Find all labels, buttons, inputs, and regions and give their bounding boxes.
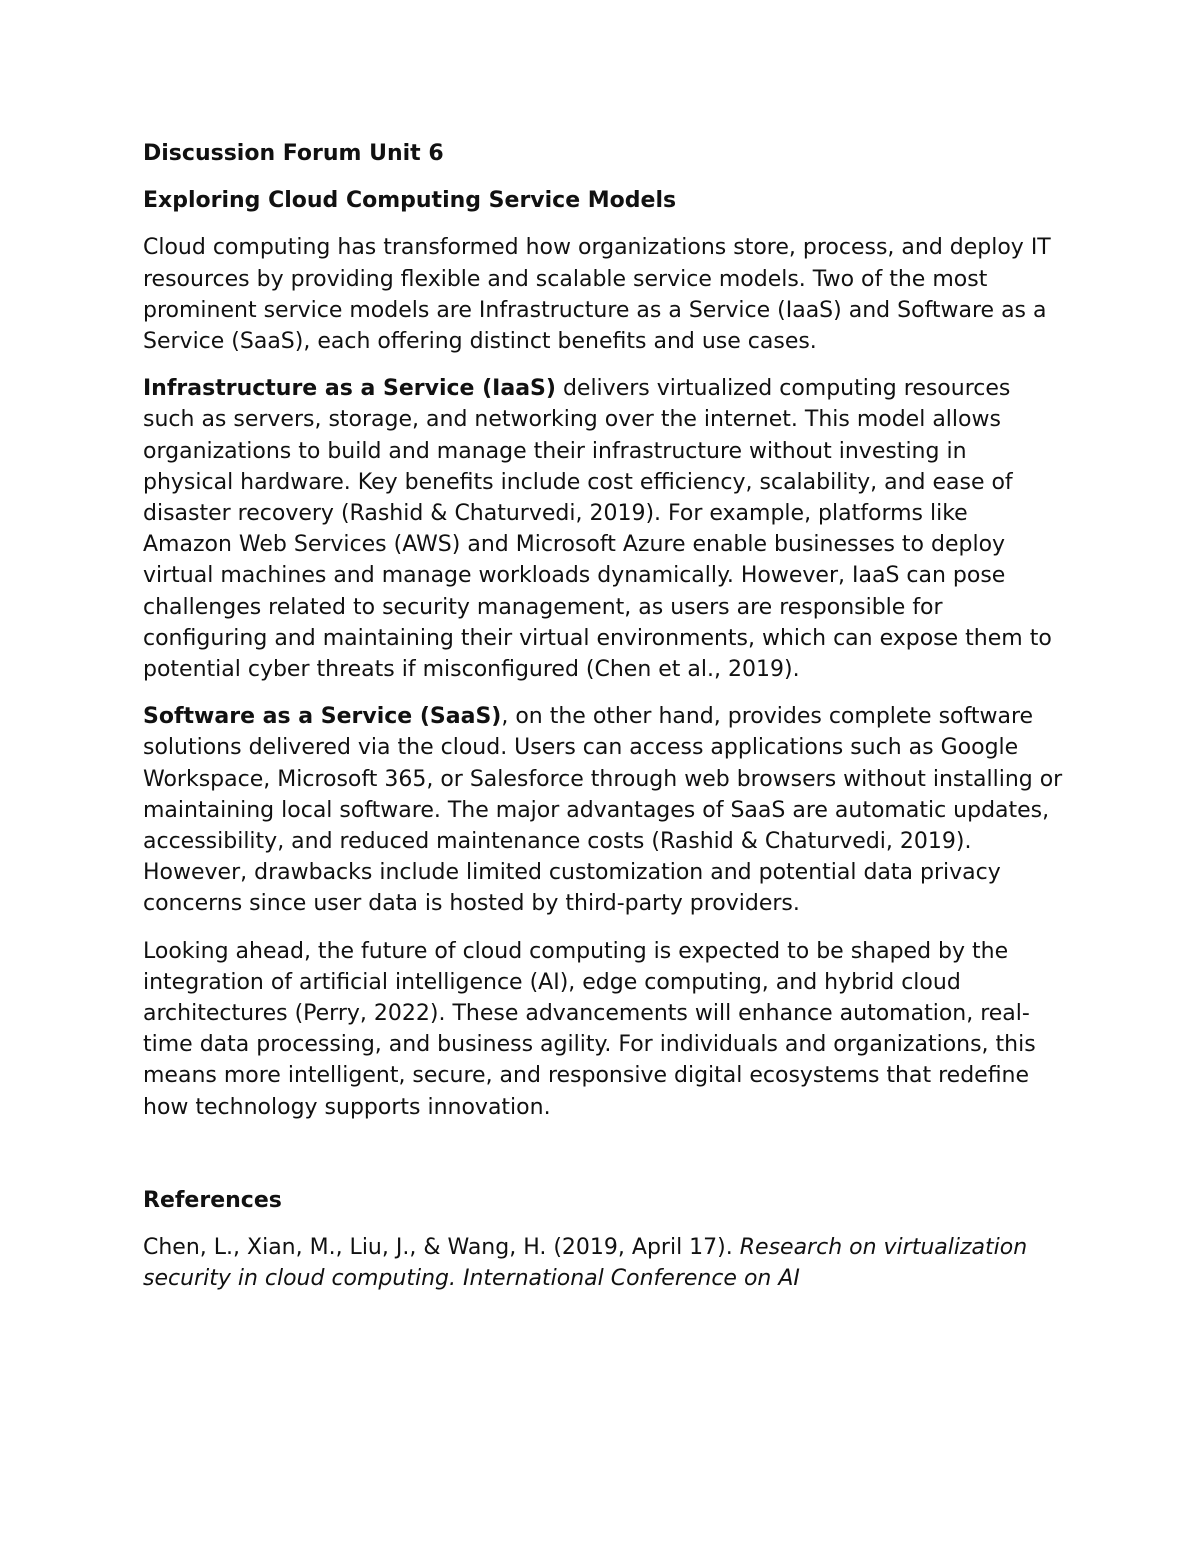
iaas-term: Infrastructure as a Service (IaaS) xyxy=(143,376,556,402)
iaas-text: delivers virtualized computing resources such as servers, storage, and networking over the internet. This model allows organizations to build and manage their infrastructure without investing in physical hardware. Key benefits include cost efficiency, scalability, and ease of disaster recovery (Rashid & Chaturvedi, 2019). For example, platforms like Amazon Web Services (AWS) and Microsoft Azure enable businesses to deploy virtual machines and manage workloads dynamically. However, IaaS can pose challenges related to security management, as users are responsible for configuring and maintaining their virtual environments, which can expose them to potential cyber threats if misconfigured (Chen et al., 2019). xyxy=(143,376,1052,683)
document-title: Discussion Forum Unit 6 xyxy=(143,141,444,166)
document-subtitle: Exploring Cloud Computing Service Models xyxy=(143,188,677,214)
saas-term: Software as a Service (SaaS) xyxy=(143,704,502,730)
reference-authors: Chen, L., Xian, M., Liu, J., & Wang, H. (2019, April 17). xyxy=(143,1235,740,1261)
reference-title: Research on virtualization security in cloud computing. International Conference on AI xyxy=(143,1235,1028,1292)
intro-paragraph: Cloud computing has transformed how organizations store, process, and deploy IT resources by providing flexible and scalable service models. Two of the most prominent service models are Infrastructure as a Service (IaaS) and Software as a Service (SaaS), each offering distinct benefits and use cases. xyxy=(143,235,1051,355)
reference-entry xyxy=(143,1232,1063,1294)
saas-text: , on the other hand, provides complete software solutions delivered via the cloud. Users can access applications such as Google Workspace, Microsoft 365, or Salesforce through web browsers without installing or maintaining local software. The major advantages of SaaS are automatic updates, accessibility, and reduced maintenance costs (Rashid & Chaturvedi, 2019). However, drawbacks include limited customization and potential data privacy concerns since user data is hosted by third-party providers. xyxy=(143,704,1063,917)
conclusion-paragraph: Looking ahead, the future of cloud computing is expected to be shaped by the integration of artificial intelligence (AI), edge computing, and hybrid cloud architectures (Perry, 2022). These advancements will enhance automation, real-time data processing, and business agility. For individuals and organizations, this means more intelligent, secure, and responsive digital ecosystems that redefine how technology supports innovation. xyxy=(143,938,1036,1120)
references-heading: References xyxy=(143,1187,282,1213)
iaas-paragraph xyxy=(143,373,1063,685)
saas-paragraph xyxy=(143,701,1063,919)
document-body xyxy=(143,138,1063,1311)
